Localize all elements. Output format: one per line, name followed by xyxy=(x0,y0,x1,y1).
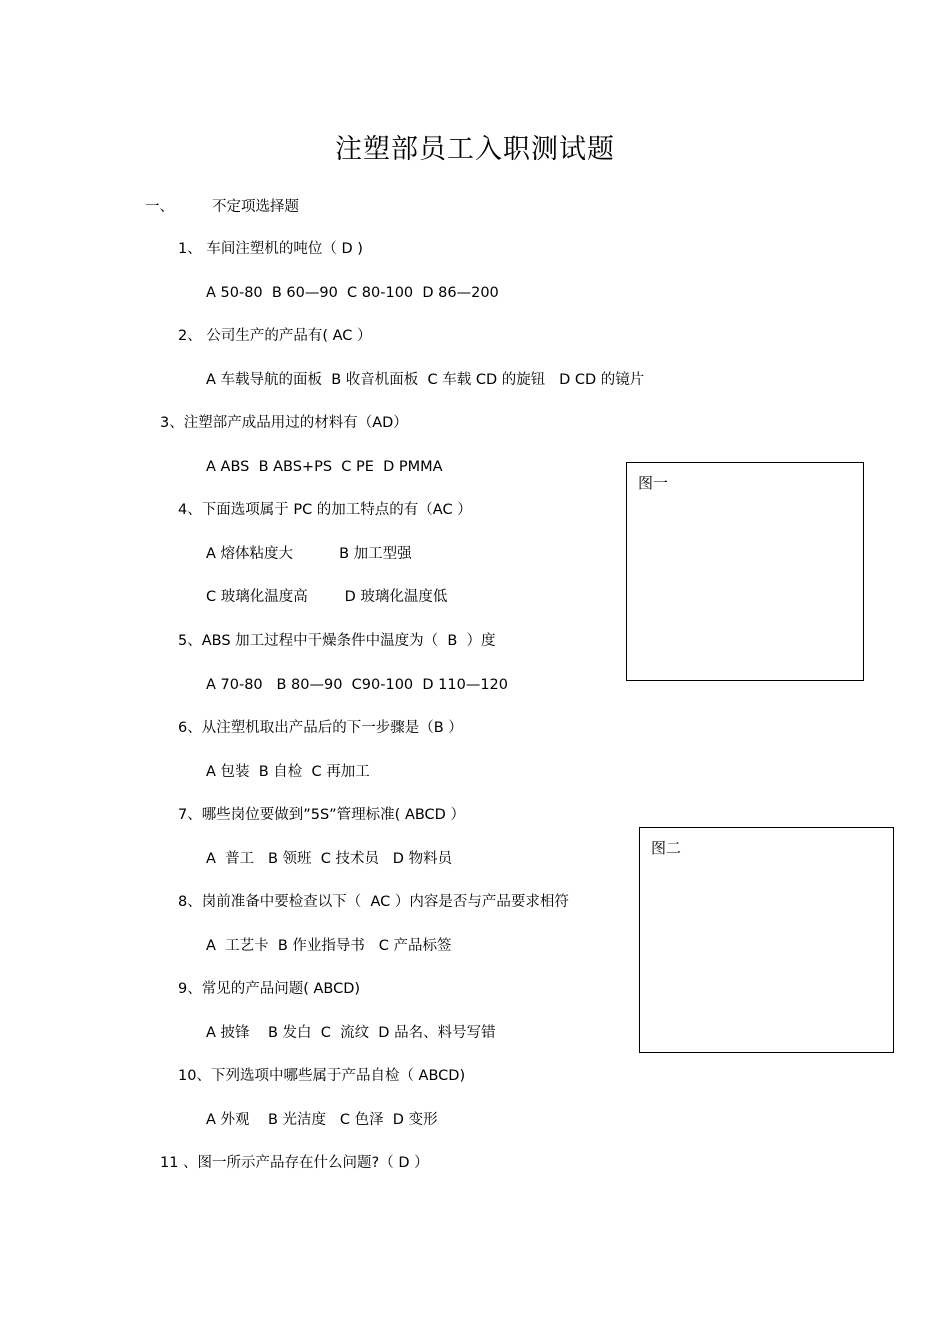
question-5: 5、ABS 加工过程中干燥条件中温度为（ B ）度 xyxy=(178,633,496,649)
section-title: 不定项选择题 xyxy=(212,199,299,215)
question-2: 2、 公司生产的产品有( AC ） xyxy=(178,328,372,344)
question-1: 1、 车间注塑机的吨位（ D ) xyxy=(178,241,363,257)
question-10-options: A 外观 B 光洁度 C 色泽 D 变形 xyxy=(206,1112,438,1128)
figure-2-box xyxy=(639,827,894,1053)
question-4: 4、下面选项属于 PC 的加工特点的有（AC ） xyxy=(178,502,472,518)
question-5-options: A 70-80 B 80—90 C90-100 D 110—120 xyxy=(206,677,508,693)
question-7: 7、哪些岗位要做到”5S”管理标准( ABCD ） xyxy=(178,807,465,823)
question-8: 8、岗前准备中要检查以下（ AC ）内容是否与产品要求相符 xyxy=(178,894,569,910)
question-7-options: A 普工 B 领班 C 技术员 D 物料员 xyxy=(206,851,453,867)
section-number: 一、 xyxy=(145,199,174,215)
question-6: 6、从注塑机取出产品后的下一步骤是（B ） xyxy=(178,720,463,736)
figure-1-box xyxy=(626,462,864,681)
question-1-options: A 50-80 B 60—90 C 80-100 D 86—200 xyxy=(206,285,499,301)
page-title: 注塑部员工入职测试题 xyxy=(335,134,615,165)
question-2-options: A 车载导航的面板 B 收音机面板 C 车载 CD 的旋钮 D CD 的镜片 xyxy=(206,372,645,388)
figure-1-label: 图一 xyxy=(638,474,669,492)
question-4-options-b: C 玻璃化温度高 D 玻璃化温度低 xyxy=(206,589,448,605)
question-4-options-a: A 熔体粘度大 B 加工型强 xyxy=(206,546,412,562)
question-11: 11 、图一所示产品存在什么问题?（ D ） xyxy=(160,1155,429,1171)
question-9: 9、常见的产品问题( ABCD) xyxy=(178,981,361,997)
question-8-options: A 工艺卡 B 作业指导书 C 产品标签 xyxy=(206,938,452,954)
figure-2-label: 图二 xyxy=(651,839,682,857)
question-6-options: A 包装 B 自检 C 再加工 xyxy=(206,764,370,780)
question-9-options: A 披锋 B 发白 C 流纹 D 品名、料号写错 xyxy=(206,1025,496,1041)
question-10: 10、下列选项中哪些属于产品自检（ ABCD) xyxy=(178,1068,466,1084)
question-3: 3、注塑部产成品用过的材料有（AD） xyxy=(160,415,408,431)
question-3-options: A ABS B ABS+PS C PE D PMMA xyxy=(206,459,443,475)
